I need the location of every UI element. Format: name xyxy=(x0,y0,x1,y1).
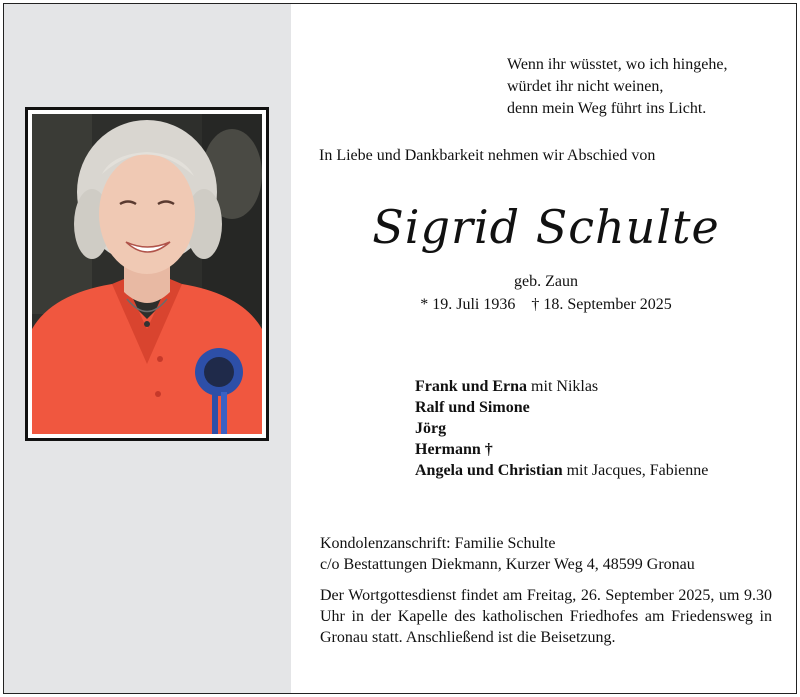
family-list xyxy=(415,376,708,481)
obituary-notice xyxy=(3,3,797,694)
family-row xyxy=(415,376,708,397)
birth-name: geb. Zaun xyxy=(514,273,578,290)
birth-date: * 19. Juli 1936 xyxy=(420,296,516,313)
condolence-address xyxy=(320,533,695,575)
death-date: † 18. September 2025 xyxy=(531,296,672,313)
sidebar-panel xyxy=(4,4,291,693)
family-names: Angela und Christian xyxy=(415,462,563,479)
portrait-illustration xyxy=(32,114,262,434)
family-extra: mit Jacques, Fabienne xyxy=(562,462,709,479)
life-dates xyxy=(294,296,797,314)
family-row xyxy=(415,460,708,481)
family-names: Ralf und Simone xyxy=(415,399,530,416)
condolence-line: Kondolenzanschrift: Familie Schulte xyxy=(320,535,556,552)
portrait-photo xyxy=(32,114,262,434)
family-row xyxy=(415,397,708,418)
intro-text: In Liebe und Dankbarkeit nehmen wir Abschied von xyxy=(319,147,656,164)
family-names: Hermann † xyxy=(415,441,493,458)
family-row xyxy=(415,439,708,460)
portrait-frame xyxy=(25,107,269,441)
service-info: Der Wortgottesdienst findet am Freitag, 26. September 2025, um 9.30 Uhr in der Kapelle des katholischen Friedhofes am Friedensweg in Gronau statt. Anschließend ist die Beisetzung. xyxy=(320,587,772,646)
family-names: Frank und Erna xyxy=(415,378,528,395)
poem-line: Wenn ihr wüsstet, wo ich hingehe, xyxy=(507,56,728,73)
family-row xyxy=(415,418,708,439)
condolence-line: c/o Bestattungen Diekmann, Kurzer Weg 4, 48599 Gronau xyxy=(320,556,695,573)
poem xyxy=(507,54,727,120)
deceased-name: Sigrid Schulte xyxy=(372,200,720,254)
poem-line: denn mein Weg führt ins Licht. xyxy=(507,100,707,117)
family-names: Jörg xyxy=(415,420,447,437)
family-extra: mit Niklas xyxy=(527,378,599,395)
poem-line: würdet ihr nicht weinen, xyxy=(507,78,664,95)
